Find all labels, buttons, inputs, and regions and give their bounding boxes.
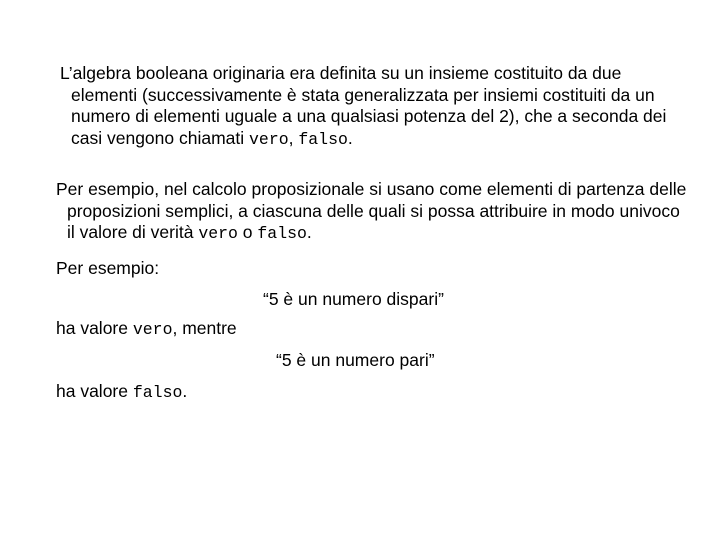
conjunction: o xyxy=(237,222,258,242)
paragraph-1-text: L’algebra booleana originaria era definita su un insieme costituito da due elementi (successivamente è stata generalizzata per insiemi costituiti da un numero di elementi uguale a una qualsiasi potenza del 2), che a seconda dei casi vengono chiamati xyxy=(60,63,667,148)
term-falso: falso xyxy=(298,129,348,149)
term-vero: vero xyxy=(198,224,238,243)
term-falso: falso xyxy=(132,383,183,402)
example-quote-odd: “5 è un numero dispari” xyxy=(263,289,444,309)
has-value-label: ha valore xyxy=(56,381,133,401)
term-falso: falso xyxy=(257,224,307,243)
example-quote-even: “5 è un numero pari” xyxy=(276,350,435,370)
term-vero: vero xyxy=(249,129,289,149)
example-intro: Per esempio: xyxy=(56,258,160,278)
has-value-label: ha valore xyxy=(56,318,133,338)
separator: , xyxy=(288,127,299,148)
paragraph-propositional-calculus xyxy=(56,179,687,245)
paragraph-boolean-algebra xyxy=(60,63,671,150)
example-result-false xyxy=(56,381,187,404)
paragraph-2-text: Per esempio, nel calcolo proposizionale si usano come elementi di partenza delle proposizioni semplici, a ciascuna delle quali si possa attribuire in modo univoco il valore di verità xyxy=(56,179,687,242)
period: . xyxy=(306,222,312,242)
term-vero: vero xyxy=(132,320,173,339)
period: . xyxy=(182,381,188,401)
period: . xyxy=(347,127,353,148)
mentre-label: , mentre xyxy=(172,318,237,338)
example-result-true xyxy=(56,318,237,341)
